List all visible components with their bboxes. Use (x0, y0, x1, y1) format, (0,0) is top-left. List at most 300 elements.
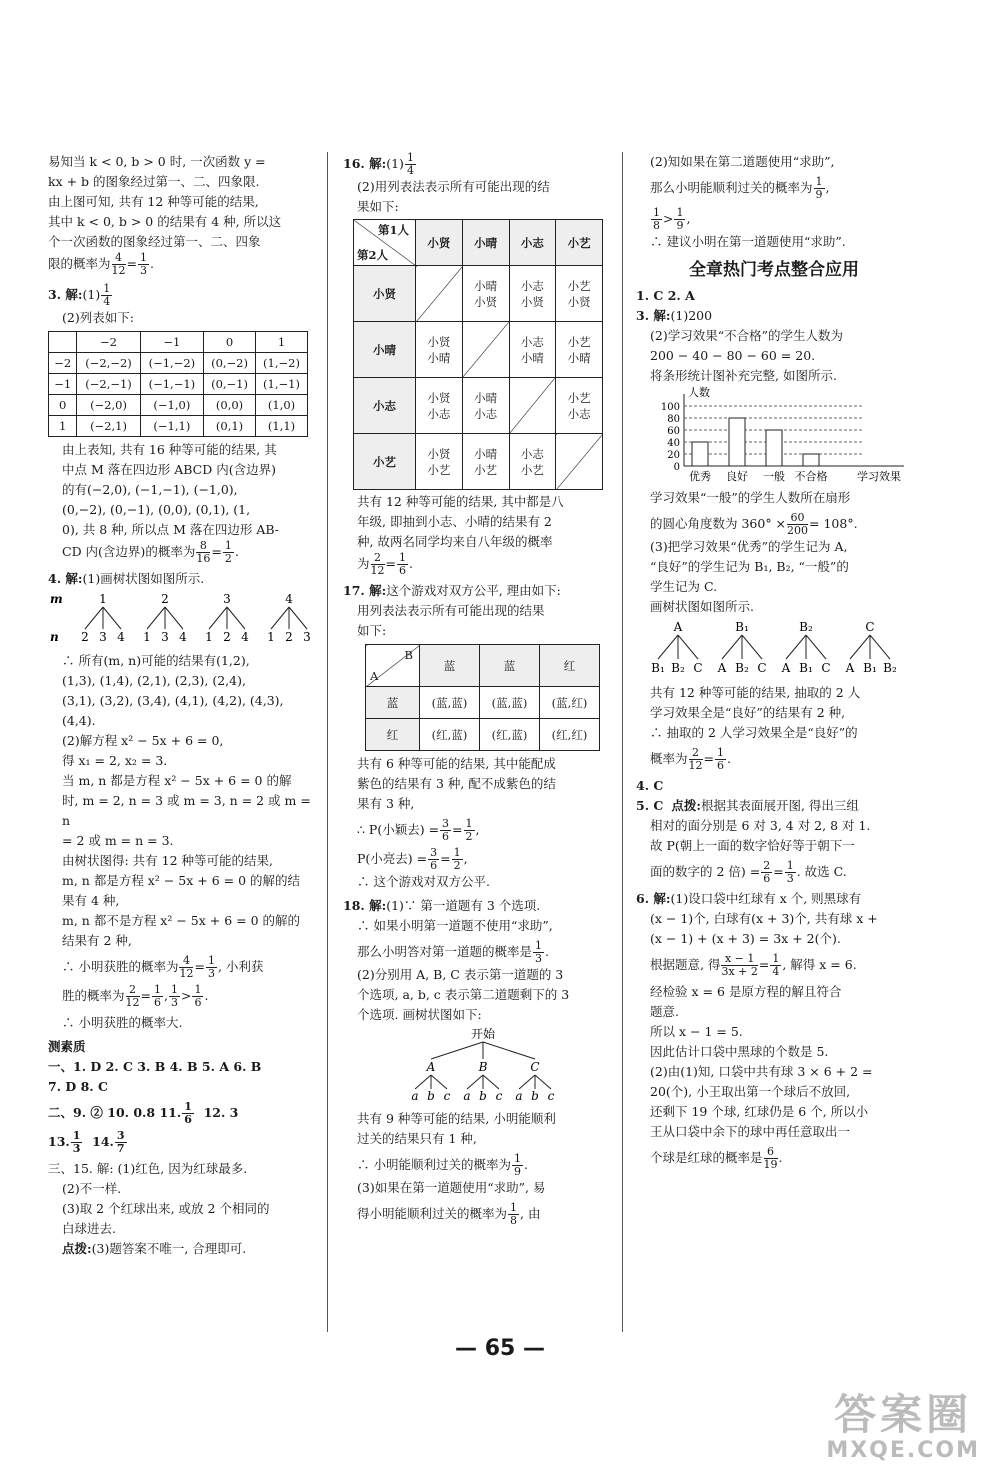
y-axis-label: 人数 (688, 386, 710, 399)
fraction (169, 984, 180, 1009)
tree-node: A (426, 1060, 436, 1074)
table-cell: 1 (256, 332, 308, 353)
numerator: 8 (196, 540, 210, 553)
tree-node: 2 (161, 592, 169, 606)
table-cell: 小贤 小志 (416, 378, 463, 434)
denominator: 2 (465, 830, 473, 843)
table-cell: (红,红) (540, 719, 600, 751)
numerator: 6 (764, 1146, 778, 1159)
fraction (196, 540, 210, 565)
denominator: 4 (103, 295, 111, 308)
table-cell: (−1,1) (140, 416, 203, 437)
table-cell: (0,−1) (204, 374, 256, 395)
tree-node: A (673, 620, 683, 634)
denominator: 9 (676, 219, 684, 232)
text-line: (1,3), (1,4), (2,1), (2,3), (2,4), (62, 673, 246, 688)
tree-node: C (757, 661, 767, 675)
table-cell: 1 (49, 416, 77, 437)
table-cell: 小艺 小晴 (556, 322, 603, 378)
tree-node: C (693, 661, 703, 675)
tree-node: B₁ (735, 620, 749, 634)
x-tick-label: 良好 (726, 470, 748, 482)
table-row (366, 719, 600, 751)
denominator: 4 (772, 965, 780, 978)
tree-node: 1 (99, 592, 107, 606)
text-line: 200 − 40 − 80 − 60 = 20. (650, 348, 816, 363)
table-cell: 小艺 (556, 220, 603, 266)
tree-node: 4 (241, 630, 249, 644)
denominator: 12 (688, 759, 703, 772)
text-line: 胜的概率为 $\frac{2}{12}$ = $\frac{1}{6}$ , $\frac{1}{3}$ > $\frac{1}{6}$ . (62, 983, 209, 1009)
text-line: 7. D 8. C (48, 1079, 108, 1094)
text-line: 果如下: (357, 199, 399, 214)
y-tick-label: 60 (667, 426, 680, 437)
fraction (405, 152, 416, 177)
column-divider (622, 152, 623, 1332)
table-cell: 小志 小贤 (509, 266, 556, 322)
fraction (101, 283, 112, 308)
text-line: (2)由(1)知, 口袋中共有球 3 × 6 + 2 = (650, 1064, 873, 1079)
table-row (49, 395, 308, 416)
denominator: 200 (787, 524, 809, 537)
tree-node: 1 (267, 630, 275, 644)
fraction (721, 953, 757, 978)
tree-branch (678, 635, 698, 659)
fraction (152, 984, 163, 1009)
fraction (715, 747, 726, 772)
text-line: 13. $\frac{1}{3}$ 14. $\frac{3}{7}$ (48, 1129, 125, 1155)
tree-node: 3 (223, 592, 231, 606)
bar (803, 454, 819, 466)
table-cell: (−1,−1) (140, 374, 203, 395)
denominator: 3 (786, 872, 794, 885)
text-line: ∴ 抽取的 2 人学习效果全是“良好”的 (650, 725, 858, 740)
numerator: 1 (453, 846, 461, 859)
text-line: 的圆心角度数为 360° × $\frac{60}{200}$ = 108°. (650, 511, 858, 537)
text-line: 果有 4 种, (62, 893, 120, 908)
text-line: 因此估计口袋中黑球的个数是 5. (650, 1044, 829, 1059)
numerator: 3 (430, 846, 438, 859)
text-line: ∴ 所有(m, n)可能的结果有(1,2), (62, 653, 250, 668)
text-line: (x − 1) + (x + 3) = 3x + 2(个). (650, 931, 841, 946)
tree-branch (431, 1042, 483, 1059)
text-line: 共有 9 种等可能的结果, 小明能顺利 (357, 1111, 556, 1126)
tree-branch (483, 1075, 499, 1089)
tree-diagram-s3 (636, 617, 912, 677)
denominator: 8 (653, 219, 660, 232)
denominator: 19 (763, 1158, 778, 1171)
text-line: m, n 都不是方程 x² − 5x + 6 = 0 的解的 (62, 913, 301, 928)
fraction (115, 1130, 127, 1155)
numerator: 2 (126, 984, 140, 997)
fraction (785, 860, 796, 885)
fraction (138, 252, 149, 277)
tree-node: c (495, 1089, 503, 1103)
table-cell: 0 (204, 332, 256, 353)
text-line: ∴ 小明获胜的概率为 $\frac{4}{12}$ = $\frac{1}{3}$ , 小利获 (62, 954, 264, 980)
text-line: (4,4). (62, 713, 96, 728)
tree-branch (850, 635, 870, 659)
numerator: 2 (689, 747, 703, 760)
tree-branch (209, 607, 227, 629)
text-line: ∴ 建议小明在第一道题使用“求助”. (650, 234, 846, 249)
fraction (206, 955, 217, 980)
tree-node: a (463, 1089, 471, 1103)
tree-node: 3 (161, 630, 169, 644)
text-line: kx + b 的图象经过第一、二、四象限. (48, 174, 260, 189)
text-line: 种, 故两名同学均来自八年级的概率 (357, 534, 553, 549)
table-cell: 小晴 (354, 322, 416, 378)
tree-node: b (427, 1089, 435, 1103)
tree-node: c (547, 1089, 555, 1103)
q18-line: 18. 解:(1)∵ 第一道题有 3 个选项. (343, 898, 541, 913)
tree-node: b (479, 1089, 487, 1103)
text-line: (2)不一样. (62, 1181, 122, 1196)
table-cell: (0,0) (204, 395, 256, 416)
text-line: 相对的面分别是 6 对 3, 4 对 2, 8 对 1. (650, 818, 871, 833)
corner-label: A (370, 669, 379, 683)
column-divider (327, 152, 328, 1332)
text-line: 5. C 点拨:根据其表面展开图, 得出三组 (636, 798, 859, 813)
table-cell: 小晴 (462, 220, 509, 266)
text-line: P(小亮去) = $\frac{3}{6}$ = $\frac{1}{2}$ , (357, 846, 468, 872)
tree-node: 2 (223, 630, 231, 644)
fraction (787, 512, 808, 537)
numerator: 1 (399, 551, 406, 564)
text-line: 由树状图得: 共有 12 种等可能的结果, (62, 853, 274, 868)
table-cell: 蓝 (366, 687, 420, 719)
column-3 (636, 152, 912, 1171)
text-line: 共有 12 种等可能的结果, 抽取的 2 人 (650, 685, 861, 700)
numerator: 1 (194, 983, 202, 996)
page-number: — 65 — (455, 1336, 545, 1361)
fraction (689, 747, 703, 772)
text-line: 还剩下 19 个球, 红球仍是 6 个, 所以小 (650, 1104, 869, 1119)
table-row (49, 416, 308, 437)
numerator: 1 (510, 1201, 518, 1214)
table-cell (509, 378, 556, 434)
table-cell: (1,−1) (256, 374, 308, 395)
tree-branch (415, 1075, 431, 1089)
fraction (814, 176, 825, 201)
denominator: 12 (111, 264, 126, 277)
tree-node: b (531, 1089, 539, 1103)
text-line: 当 m, n 都是方程 x² − 5x + 6 = 0 的解 (62, 773, 292, 788)
text-line: (3)取 2 个红球出来, 或放 2 个相同的 (62, 1201, 270, 1216)
table-cell: (1,1) (256, 416, 308, 437)
text-line: 其中 k < 0, b > 0 的结果有 4 种, 所以这 (48, 214, 282, 229)
fraction (770, 953, 781, 978)
tree-node: B₂ (883, 661, 897, 675)
numerator: 1 (140, 251, 147, 264)
tree-label: m (50, 592, 63, 606)
text-line: 的有(−2,0), (−1,−1), (−1,0), (62, 482, 238, 497)
tree-node: B (478, 1060, 488, 1074)
text-line: 二、9. ② 10. 0.8 11. $\frac{1}{6}$ 12. 3 (48, 1100, 239, 1126)
text-line: “良好”的学生记为 B₁, B₂, “一般”的 (650, 559, 849, 574)
table-row (354, 322, 603, 378)
table-cell: (蓝,蓝) (420, 687, 480, 719)
table-q17 (365, 644, 600, 751)
denominator: 6 (442, 830, 450, 843)
table-row (49, 353, 308, 374)
tree-node: 1 (205, 630, 213, 644)
fraction (371, 552, 385, 577)
numerator: 1 (406, 151, 414, 164)
table-cell (354, 220, 416, 266)
table-q3 (48, 331, 308, 437)
fraction (508, 1202, 519, 1227)
tree-node: B₂ (799, 620, 813, 634)
text-line: ∴ 小明能顺利过关的概率为 $\frac{1}{9}$ . (357, 1152, 528, 1178)
table-cell: (0,1) (204, 416, 256, 437)
table-row (354, 266, 603, 322)
tree-node: B₂ (735, 661, 749, 675)
table-cell: 红 (540, 645, 600, 687)
text-line: 4. C (636, 778, 664, 793)
table-cell: 小晴 小贤 (462, 266, 509, 322)
denominator: 6 (399, 564, 406, 577)
text-line: (3)把学习效果“优秀”的学生记为 A, (650, 539, 848, 554)
fraction (533, 940, 544, 965)
text-line: 白球进去. (62, 1221, 116, 1236)
table-cell (49, 332, 77, 353)
text-line: (2)分别用 A, B, C 表示第一道题的 3 (357, 967, 564, 982)
text-line: 学习效果全是“良好”的结果有 2 种, (650, 705, 846, 720)
table-cell: 蓝 (480, 645, 540, 687)
fraction (761, 860, 772, 885)
numerator: x − 1 (721, 953, 757, 966)
denominator: 3x + 2 (721, 965, 758, 978)
table-cell: (蓝,红) (540, 687, 600, 719)
numerator: 1 (170, 983, 178, 996)
text-line: ∴ P(小颖去) = $\frac{3}{6}$ = $\frac{1}{2}$ , (357, 817, 480, 843)
table-cell: (红,蓝) (420, 719, 480, 751)
fraction (112, 252, 126, 277)
tree-label: n (50, 630, 59, 644)
numerator: 3 (116, 1129, 125, 1142)
fraction (452, 847, 463, 872)
tree-node: B₁ (863, 661, 877, 675)
numerator: 1 (224, 539, 232, 552)
table-cell: 小艺 小志 (556, 378, 603, 434)
denominator: 3 (207, 967, 215, 980)
table-cell: 小志 (354, 378, 416, 434)
numerator: 1 (653, 206, 660, 219)
text-line: (0,−2), (0,−1), (0,0), (0,1), (1, (62, 502, 251, 517)
tree-node: A (845, 661, 855, 675)
text-line: 用列表法表示所有可能出现的结果 (357, 603, 545, 618)
corner-label: B (404, 648, 413, 662)
table-row (49, 332, 308, 353)
x-axis-label: 学习效果 (857, 470, 901, 482)
text-line: ∴ 这个游戏对双方公平. (357, 874, 490, 889)
tree-branch (271, 607, 289, 629)
fraction (71, 1130, 83, 1155)
table-cell: (−1,−2) (140, 353, 203, 374)
denominator: 6 (717, 759, 724, 772)
numerator: 1 (207, 954, 215, 967)
table-row (354, 434, 603, 490)
text-line: ∴ 如果小明第一道题不使用“求助”, (357, 918, 553, 933)
numerator: 1 (513, 1152, 521, 1165)
text-line: (2)解方程 x² − 5x + 6 = 0, (62, 733, 224, 748)
numerator: 3 (442, 817, 450, 830)
text-line: = 2 或 m = n = 3. (62, 833, 174, 848)
text-line: 故 P(朝上一面的数字恰好等于朝下一 (650, 838, 855, 853)
table-row (354, 378, 603, 434)
tree-node: B₁ (799, 661, 813, 675)
tree-branch (722, 635, 742, 659)
tree-branch (227, 607, 245, 629)
table-cell: 小志 小艺 (509, 434, 556, 490)
y-tick-label: 0 (673, 462, 680, 473)
table-cell: 0 (49, 395, 77, 416)
column-2 (343, 152, 605, 1227)
denominator: 3 (140, 264, 147, 277)
tree-node: A (717, 661, 727, 675)
text-line: 根据题意, 得 $\frac{x - 1}{3x + 2}$ = $\frac{1}{4}$ , 解得 x = 6. (650, 952, 857, 978)
denominator: 16 (196, 552, 211, 565)
text-line: 由上图可知, 共有 12 种等可能的结果, (48, 194, 259, 209)
numerator: 4 (179, 955, 193, 968)
watermark-text: 答案圈 (834, 1390, 973, 1439)
table-cell: 小贤 (354, 266, 416, 322)
tree-branch (870, 635, 890, 659)
denominator: 6 (154, 996, 161, 1009)
tree-branch (483, 1042, 535, 1059)
text-line: ∴ 小明获胜的概率大. (62, 1015, 183, 1030)
table-cell: (−2,−1) (77, 374, 140, 395)
denominator: 4 (406, 164, 414, 177)
denominator: 8 (510, 1214, 518, 1227)
denominator: 3 (170, 996, 178, 1009)
tree-node: 2 (285, 630, 293, 644)
text-line: 易知当 k < 0, b > 0 时, 一次函数 y = (48, 154, 266, 169)
tree-branch (165, 607, 183, 629)
denominator: 7 (116, 1142, 125, 1155)
x-tick-label: 一般 (763, 470, 785, 482)
tree-node: c (443, 1089, 451, 1103)
denominator: 3 (535, 952, 543, 965)
bar (692, 442, 708, 466)
tree-branch (786, 635, 806, 659)
text-line: 结果有 2 种, (62, 933, 132, 948)
table-cell: 小贤 (416, 220, 463, 266)
numerator: 2 (371, 552, 385, 565)
denominator: 12 (370, 564, 385, 577)
denominator: 6 (184, 1113, 192, 1126)
text-line: CD 内(含边界)的概率为 $\frac{8}{16}$ = $\frac{1}{2}$ . (62, 539, 239, 565)
tree-branch (806, 635, 826, 659)
table-cell: 小艺 小贤 (556, 266, 603, 322)
table-cell: (0,−2) (204, 353, 256, 374)
denominator: 6 (430, 859, 438, 872)
fraction (440, 818, 451, 843)
denominator: 12 (125, 996, 140, 1009)
table-cell: (−2,0) (77, 395, 140, 416)
tree-node: 1 (143, 630, 151, 644)
fraction (126, 984, 140, 1009)
table-cell: 小晴 小志 (462, 378, 509, 434)
text-line: 由上表知, 共有 16 种等可能的结果, 其 (62, 442, 277, 457)
q16-line: 16. 解:(1) $\frac{1}{4}$ (343, 151, 414, 177)
tree-node: C (530, 1060, 540, 1074)
table-cell: (蓝,蓝) (480, 687, 540, 719)
fraction (764, 1146, 778, 1171)
table-cell: 小艺 (354, 434, 416, 490)
tree-diagram-q18 (343, 1025, 605, 1103)
y-tick-label: 80 (667, 414, 680, 425)
numerator: 1 (465, 817, 473, 830)
text-line: 如下: (357, 623, 387, 638)
fraction (397, 552, 408, 577)
y-tick-label: 40 (667, 438, 680, 449)
tree-diagram-q4 (48, 589, 313, 645)
denominator: 6 (194, 996, 202, 1009)
column-1 (48, 152, 313, 1259)
text-line: 0), 共 8 种, 所以点 M 落在四边形 AB- (62, 522, 280, 537)
text-line: 王从口袋中余下的球中再任意取出一 (650, 1124, 851, 1139)
q17-line: 17. 解:这个游戏对双方公平, 理由如下: (343, 583, 561, 598)
numerator: 2 (763, 859, 771, 872)
text-line: (2)学习效果“不合格”的学生人数为 (650, 328, 843, 343)
numerator: 1 (717, 746, 724, 759)
table-row (366, 687, 600, 719)
corner-label: 第2人 (357, 248, 389, 262)
bar-chart (636, 386, 912, 482)
table-cell: (−2,1) (77, 416, 140, 437)
fraction (182, 1101, 194, 1126)
tree-node: B₁ (651, 661, 665, 675)
table-cell (416, 266, 463, 322)
table-cell: (红,蓝) (480, 719, 540, 751)
tree-node: a (411, 1089, 419, 1103)
tree-branch (519, 1075, 535, 1089)
numerator: 1 (676, 206, 684, 219)
tree-node: 2 (81, 630, 89, 644)
text-line: (x − 1)个, 白球有(x + 3)个, 共有球 x + (650, 911, 878, 926)
y-tick-label: 100 (660, 402, 680, 413)
tree-node: 3 (303, 630, 311, 644)
text-line: 限的概率为 $\frac{4}{12}$ = $\frac{1}{3}$ . (48, 251, 154, 277)
text-line: 三、15. 解: (1)红色, 因为红球最多. (48, 1161, 248, 1176)
denominator: 6 (763, 872, 771, 885)
fraction (674, 207, 685, 232)
fraction (464, 818, 475, 843)
numerator: 1 (772, 952, 780, 965)
tree-branch (289, 607, 307, 629)
tree-branch (147, 607, 165, 629)
s6-line: 6. 解:(1)设口袋中红球有 x 个, 则黑球有 (636, 891, 862, 906)
numerator: 60 (787, 512, 808, 525)
tree-node: a (515, 1089, 523, 1103)
text-line: m, n 都是方程 x² − 5x + 6 = 0 的解的结 (62, 873, 301, 888)
numerator: 4 (112, 252, 126, 265)
tree-node: A (781, 661, 791, 675)
fraction (179, 955, 193, 980)
tree-node: C (865, 620, 875, 634)
text-line: 所以 x − 1 = 5. (650, 1024, 743, 1039)
table-cell: (−2,−2) (77, 353, 140, 374)
table-cell: (−1,0) (140, 395, 203, 416)
table-row (49, 374, 308, 395)
x-tick-label: 优秀 (689, 470, 711, 482)
table-cell: −1 (140, 332, 203, 353)
text-line: 个一次函数的图象经过第一、二、四象 (48, 234, 261, 249)
denominator: 2 (224, 552, 232, 565)
text-line: 紫色的结果有 3 种, 配不成紫色的结 (357, 776, 556, 791)
